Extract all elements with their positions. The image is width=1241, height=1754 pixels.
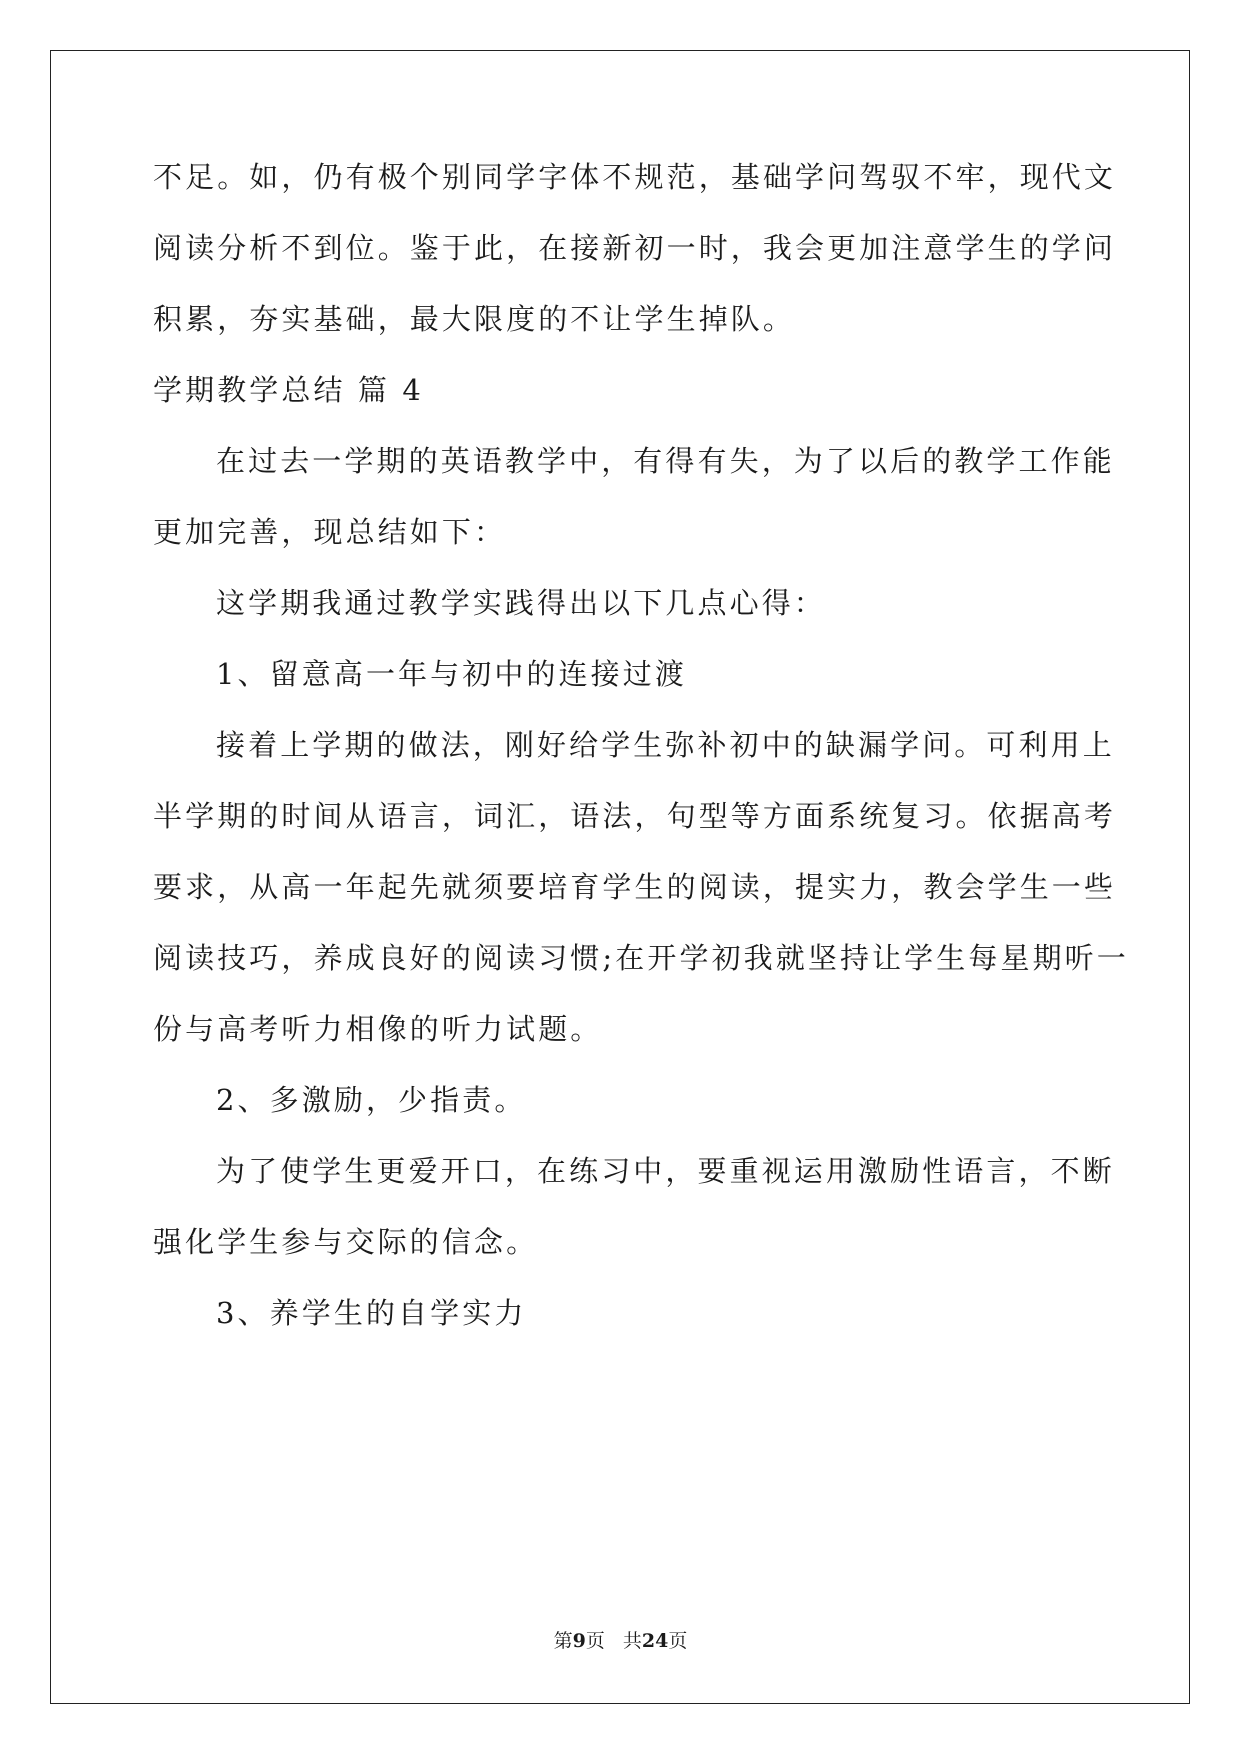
text-line: 更加完善，现总结如下： [153,515,507,549]
text-line: 半学期的时间从语言，词汇，语法，句型等方面系统复习。依据高考 [153,799,1117,833]
footer-page-suffix: 页 [585,1630,605,1652]
text-line: 份与高考听力相像的听力试题。 [153,1012,603,1046]
text-line: 在过去一学期的英语教学中，有得有失，为了以后的教学工作能 [216,444,1115,478]
total-pages: 24 [641,1630,669,1652]
list-heading: 2、多激励，少指责。 [216,1083,527,1117]
text-line: 阅读技巧，养成良好的阅读习惯;在开学初我就坚持让学生每星期听一 [153,941,1129,975]
text-line: 要求，从高一年起先就须要培育学生的阅读，提实力，教会学生一些 [153,870,1117,904]
list-heading: 3、养学生的自学实力 [216,1296,527,1330]
text-line: 接着上学期的做法，刚好给学生弥补初中的缺漏学问。可利用上 [216,728,1115,762]
footer-prefix: 第 [553,1630,573,1652]
section-heading: 学期教学总结 篇 4 [153,373,424,407]
text-line: 这学期我通过教学实践得出以下几点心得： [216,586,826,620]
text-line: 不足。如，仍有极个别同学字体不规范，基础学问驾驭不牢，现代文 [153,160,1117,194]
text-line: 为了使学生更爱开口，在练习中，要重视运用激励性语言，不断 [216,1154,1115,1188]
text-line: 积累，夯实基础，最大限度的不让学生掉队。 [153,302,796,336]
page-number: 9 [572,1630,586,1652]
footer-total-suffix: 页 [668,1630,688,1652]
text-line: 强化学生参与交际的信念。 [153,1225,539,1259]
footer-total-prefix: 共 [622,1630,642,1652]
text-line: 阅读分析不到位。鉴于此，在接新初一时，我会更加注意学生的学问 [153,231,1117,265]
list-heading: 1、留意高一年与初中的连接过渡 [216,657,687,691]
page-footer [0,1628,1241,1654]
